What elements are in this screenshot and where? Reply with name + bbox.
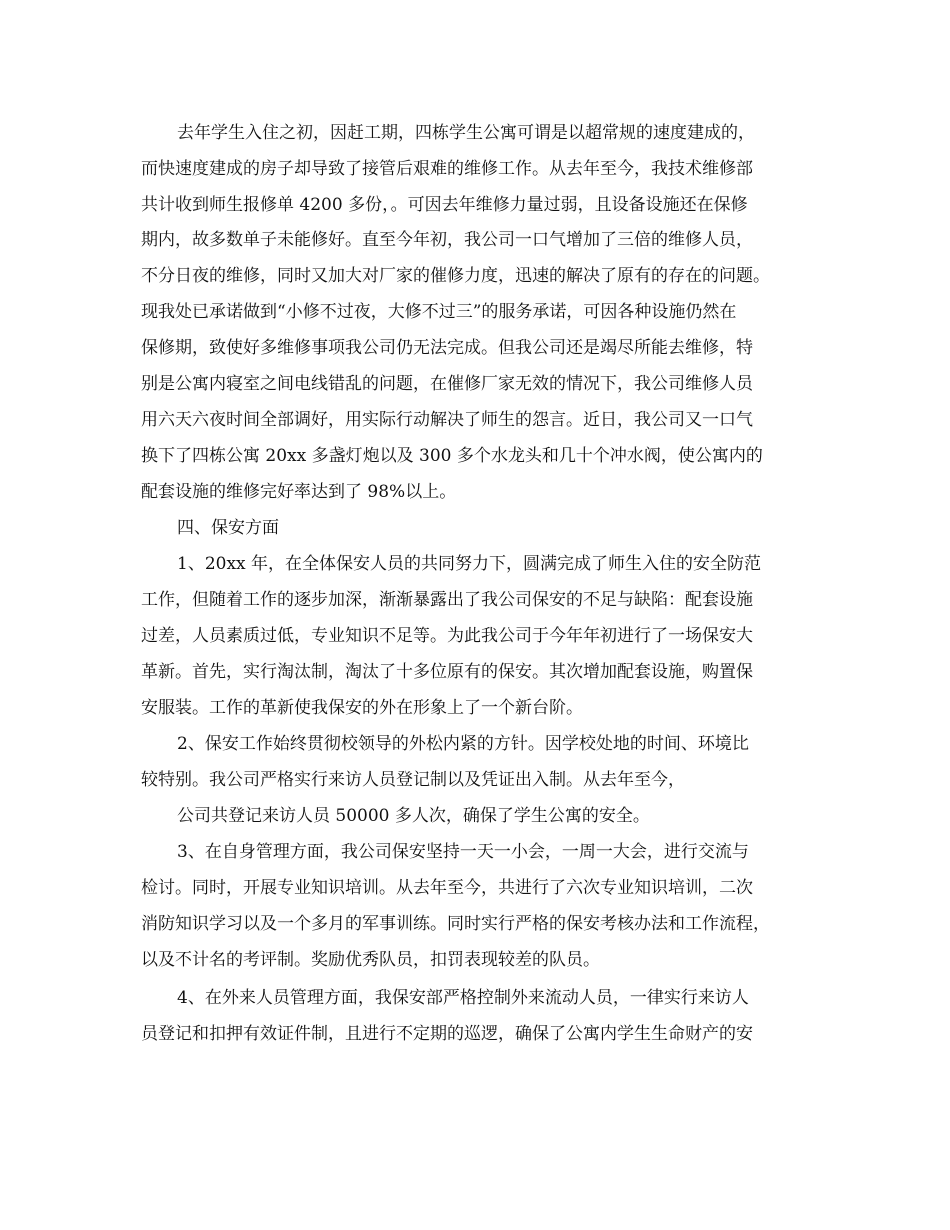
paragraph-line: 去年学生入住之初，因赶工期，四栋学生公寓可谓是以超常规的速度建成的， [177,123,755,143]
paragraph-line: 安服装。工作的革新使我保安的外在形象上了一个新台阶。 [141,698,583,718]
paragraph-line: 配套设施的维修完好率达到了 98%以上。 [141,482,457,502]
paragraph-line: 2、保安工作始终贯彻校领导的外松内紧的方针。因学校处地的时间、环境比 [177,734,749,754]
paragraph-line: 员登记和扣押有效证件制，且进行不定期的巡逻，确保了公寓内学生生命财产的安 [141,1024,753,1044]
paragraph-line: 消防知识学习以及一个多月的军事训练。同时实行严格的保安考核办法和工作流程， [141,914,770,934]
paragraph-line: 4、在外来人员管理方面，我保安部严格控制外来流动人员，一律实行来访人 [177,988,749,1008]
paragraph-line: 革新。首先，实行淘汰制，淘汰了十多位原有的保安。其次增加配套设施，购置保 [141,662,753,682]
paragraph-line: 换下了四栋公寓 20xx 多盏灯炮以及 300 多个水龙头和几十个冲水阀，使公寓内的 [141,446,763,466]
paragraph-line: 3、在自身管理方面，我公司保安坚持一天一小会，一周一大会，进行交流与 [177,842,749,862]
paragraph-line: 别是公寓内寝室之间电线错乱的问题，在催修厂家无效的情况下，我公司维修人员 [141,374,753,394]
paragraph-line: 不分日夜的维修，同时又加大对厂家的催修力度，迅速的解决了原有的存在的问题。 [141,266,770,286]
paragraph-line: 1、20xx 年，在全体保安人员的共同努力下，圆满完成了师生入住的安全防范 [177,554,762,574]
paragraph-line: 用六天六夜时间全部调好，用实际行动解决了师生的怨言。近日，我公司又一口气 [141,410,753,430]
paragraph-line: 共计收到师生报修单 4200 多份，。可因去年维修力量过弱，且设备设施还在保修 [141,195,748,215]
paragraph-line: 工作，但随着工作的逐步加深，渐渐暴露出了我公司保安的不足与缺陷：配套设施 [141,590,753,610]
paragraph-line: 较特别。我公司严格实行来访人员登记制以及凭证出入制。从去年至今， [141,770,685,790]
paragraph-line: 期内，故多数单子未能修好。直至今年初，我公司一口气增加了三倍的维修人员， [141,230,753,250]
section-heading: 四、保安方面 [177,518,279,538]
paragraph-line: 公司共登记来访人员 50000 多人次，确保了学生公寓的安全。 [177,806,650,826]
paragraph-line: 过差，人员素质过低，专业知识不足等。为此我公司于今年年初进行了一场保安大 [141,626,753,646]
paragraph-line: 保修期，致使好多维修事项我公司仍无法完成。但我公司还是竭尽所能去维修，特 [141,338,753,358]
paragraph-line: 而快速度建成的房子却导致了接管后艰难的维修工作。从去年至今，我技术维修部 [141,159,753,179]
paragraph-line: 以及不计名的考评制。奖励优秀队员，扣罚表现较差的队员。 [141,950,600,970]
paragraph-line: 现我处已承诺做到“小修不过夜，大修不过三”的服务承诺，可因各种设施仍然在 [141,302,737,322]
paragraph-line: 检讨。同时，开展专业知识培训。从去年至今，共进行了六次专业知识培训，二次 [141,878,753,898]
